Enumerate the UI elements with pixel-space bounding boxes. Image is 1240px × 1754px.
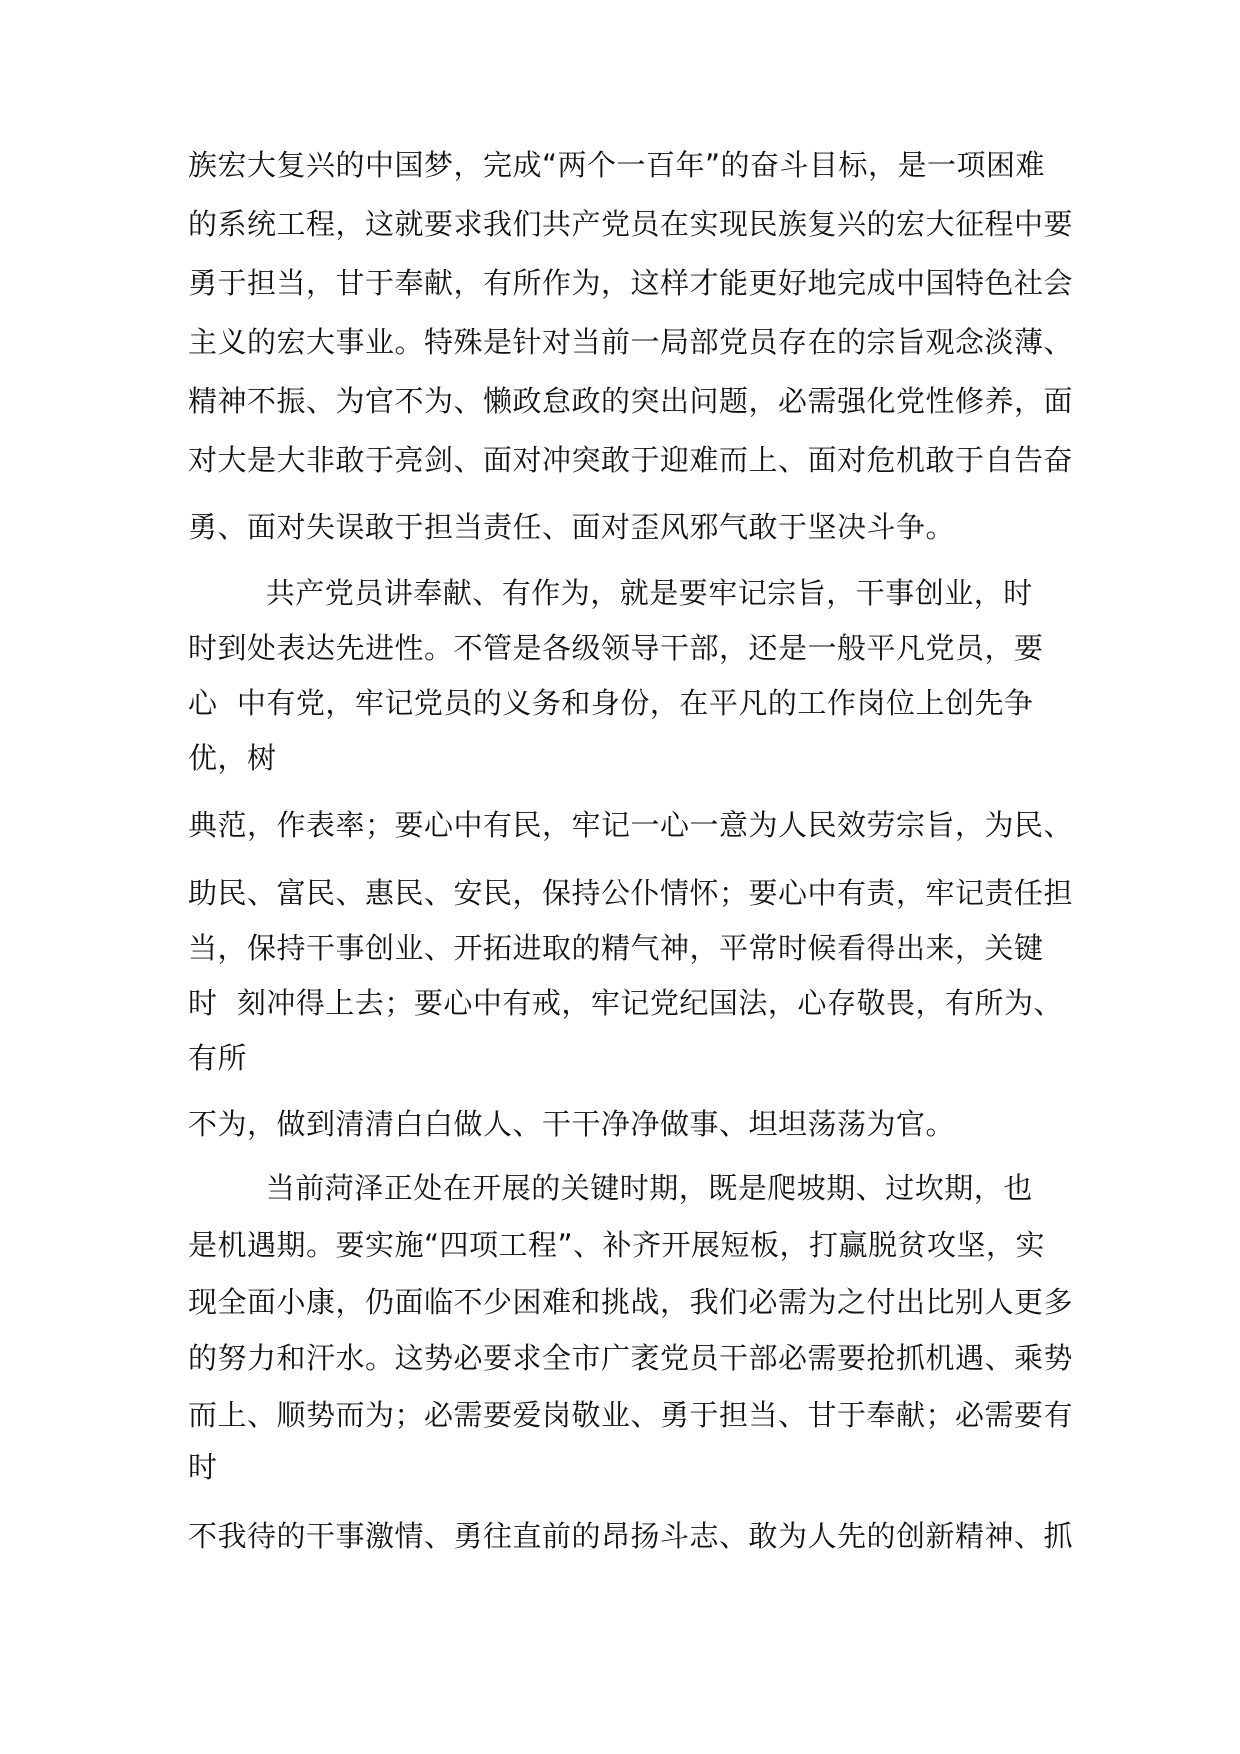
- text-line: 心 中有党，牢记党员的义务和身份，在平凡的工作岗位上创先争: [188, 686, 1034, 720]
- text-line: 典范，作表率；要心中有民，牢记一心一意为人民效劳宗旨，为民、: [188, 808, 1074, 842]
- paragraph-first-line: 共产党员讲奉献、有作为，就是要牢记宗旨，干事创业，时: [188, 576, 1033, 610]
- text-line: 不我待的干事激情、勇往直前的昂扬斗志、敢为人先的创新精神、抓: [188, 1519, 1074, 1553]
- text-line: 勇、面对失误敢于担当责任、面对歪风邪气敢于坚决斗争。: [188, 510, 956, 544]
- text-line: 的努力和汗水。这势必要求全市广袤党员干部必需要抢抓机遇、乘势: [188, 1341, 1074, 1375]
- text-line: 对大是大非敢于亮剑、面对冲突敢于迎难而上、面对危机敢于自告奋: [188, 443, 1074, 477]
- text-line: 时 刻冲得上去；要心中有戒，牢记党纪国法，心存敬畏，有所为、: [188, 986, 1063, 1020]
- text-line: 主义的宏大事业。特殊是针对当前一局部党员存在的宗旨观念淡薄、: [188, 325, 1074, 359]
- paragraph-first-line: 当前菏泽正处在开展的关键时期，既是爬坡期、过坎期，也: [188, 1171, 1033, 1205]
- text-line: 勇于担当，甘于奉献，有所作为，这样才能更好地完成中国特色社会: [188, 266, 1074, 300]
- text-line: 族宏大复兴的中国梦，完成“两个一百年”的奋斗目标，是一项困难: [188, 148, 1046, 182]
- text-line: 精神不振、为官不为、懒政怠政的突出问题，必需强化党性修养，面: [188, 384, 1074, 418]
- text-line: 优，树: [188, 741, 277, 775]
- text-line: 是机遇期。要实施“四项工程”、补齐开展短板，打赢脱贫攻坚，实: [188, 1228, 1046, 1262]
- text-line: 而上、顺势而为；必需要爱岗敬业、勇于担当、甘于奉献；必需要有: [188, 1398, 1074, 1432]
- text-line: 当，保持干事创业、开拓进取的精气神，平常时候看得出来，关键: [188, 931, 1044, 965]
- text-line: 不为，做到清清白白做人、干干净净做事、坦坦荡荡为官。: [188, 1107, 956, 1141]
- text-line: 时: [188, 1450, 218, 1484]
- text-line: 的系统工程，这就要求我们共产党员在实现民族复兴的宏大征程中要: [188, 207, 1074, 241]
- text-line: 时到处表达先进性。不管是各级领导干部，还是一般平凡党员，要: [188, 631, 1044, 665]
- text-line: 助民、富民、惠民、安民，保持公仆情怀；要心中有责，牢记责任担: [188, 876, 1074, 910]
- text-line: 现全面小康，仍面临不少困难和挑战，我们必需为之付出比别人更多: [188, 1285, 1074, 1319]
- text-line: 有所: [188, 1041, 248, 1075]
